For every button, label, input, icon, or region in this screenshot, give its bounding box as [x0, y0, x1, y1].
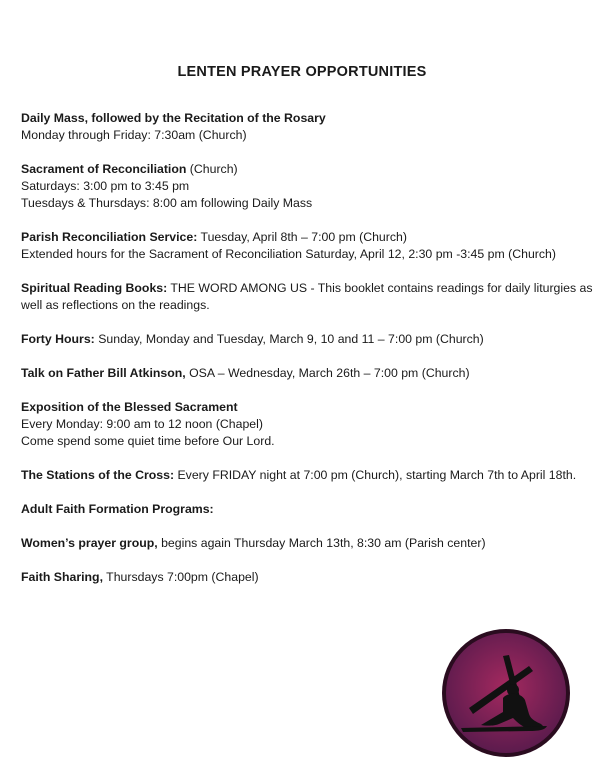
forty-hours-heading: Forty Hours: — [21, 332, 95, 346]
adult-faith-section — [21, 501, 596, 518]
exposition-heading: Exposition of the Blessed Sacrament — [21, 400, 238, 414]
reconciliation-saturdays: Saturdays: 3:00 pm to 3:45 pm — [21, 179, 190, 193]
faith-sharing-heading: Faith Sharing, — [21, 570, 103, 584]
parish-service-date: Tuesday, April 8th – 7:00 pm (Church) — [197, 230, 407, 244]
exposition-section — [21, 399, 596, 450]
faith-sharing-text: Thursdays 7:00pm (Chapel) — [102, 570, 259, 584]
reconciliation-heading: Sacrament of Reconciliation — [21, 162, 187, 176]
talk-section — [21, 365, 596, 382]
womens-group-text: begins again Thursday March 13th, 8:30 am (Parish center) — [157, 536, 486, 550]
exposition-schedule: Every Monday: 9:00 am to 12 noon (Chapel) — [21, 417, 263, 431]
parish-service-heading: Parish Reconciliation Service: — [21, 230, 198, 244]
exposition-invitation: Come spend some quiet time before Our Lord. — [21, 434, 275, 448]
talk-text: OSA – Wednesday, March 26th – 7:00 pm (Church) — [185, 366, 470, 380]
parish-service-extended-hours: Extended hours for the Sacrament of Reconciliation Saturday, April 12, 2:30 pm -3:45 pm (Church) — [21, 247, 556, 261]
reading-books-section — [21, 280, 596, 314]
reading-books-heading: Spiritual Reading Books: — [21, 281, 168, 295]
stations-section — [21, 467, 596, 484]
faith-sharing-section — [21, 569, 596, 586]
forty-hours-section — [21, 331, 596, 348]
stations-text: Every FRIDAY night at 7:00 pm (Church), starting March 7th to April 18th. — [174, 468, 577, 482]
stations-heading: The Stations of the Cross: — [21, 468, 175, 482]
talk-heading: Talk on Father Bill Atkinson, — [21, 366, 186, 380]
adult-faith-heading: Adult Faith Formation Programs: — [21, 502, 214, 516]
daily-mass-heading: Daily Mass, followed by the Recitation of the Rosary — [21, 111, 326, 125]
announcement-list — [21, 110, 596, 603]
reading-books-text: THE WORD AMONG US - This booklet contains readings for daily liturgies as well as reflections on the readings. — [21, 281, 593, 312]
page-title: LENTEN PRAYER OPPORTUNITIES — [177, 64, 427, 80]
reconciliation-location: (Church) — [186, 162, 238, 176]
reconciliation-section — [21, 161, 596, 212]
womens-group-heading: Women’s prayer group, — [21, 536, 158, 550]
womens-group-section — [21, 535, 596, 552]
forty-hours-text: Sunday, Monday and Tuesday, March 9, 10 and 11 – 7:00 pm (Church) — [94, 332, 484, 346]
jesus-carrying-cross-icon — [441, 628, 571, 758]
badge-background — [446, 633, 566, 753]
daily-mass-schedule: Monday through Friday: 7:30am (Church) — [21, 128, 247, 142]
daily-mass-section — [21, 110, 596, 144]
reconciliation-weekdays: Tuesdays & Thursdays: 8:00 am following Daily Mass — [21, 196, 313, 210]
parish-service-section — [21, 229, 596, 263]
